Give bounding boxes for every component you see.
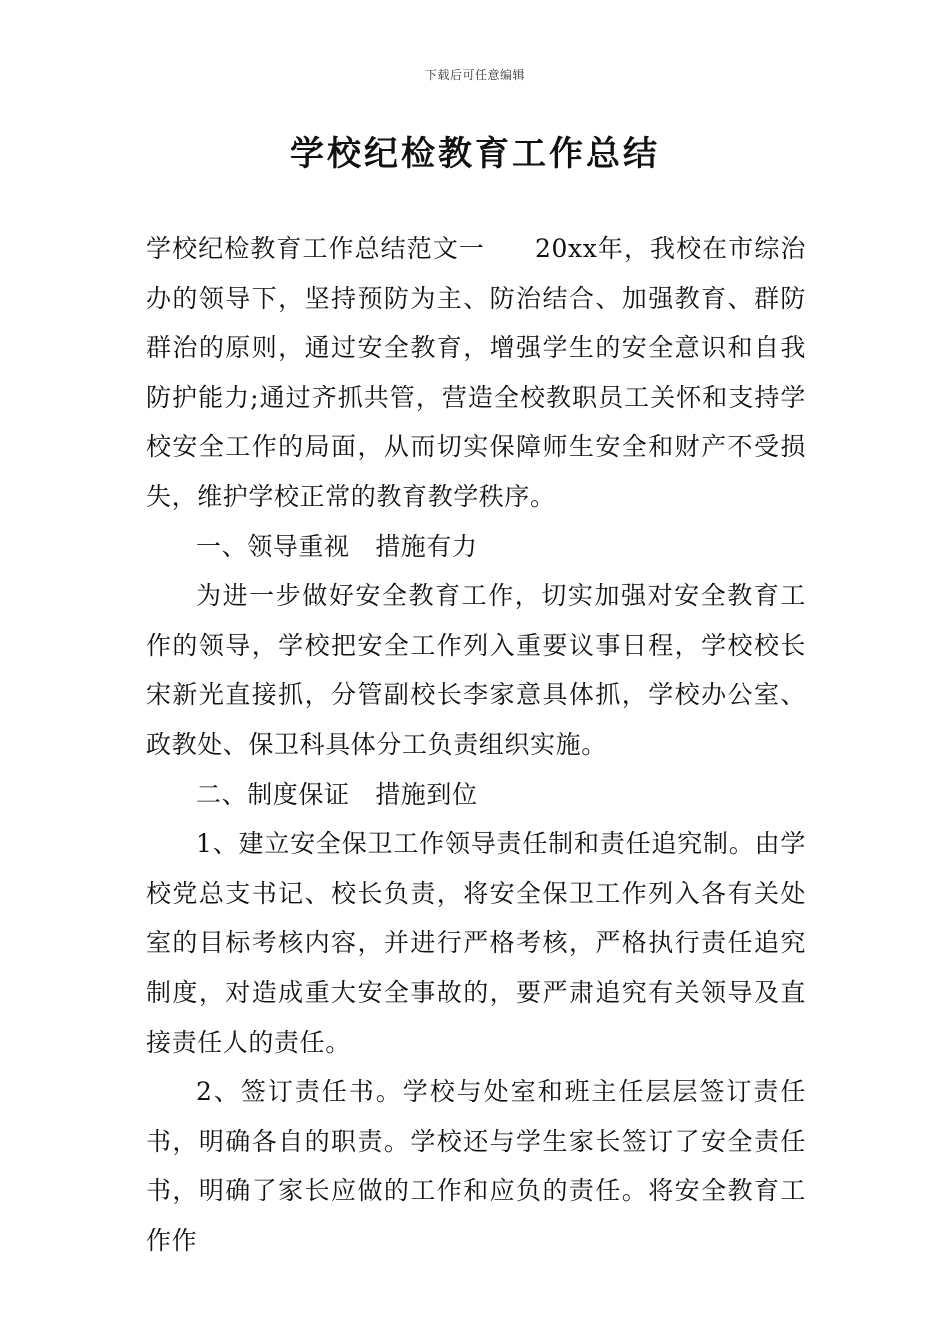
section-heading-1: 一、领导重视 措施有力 <box>196 531 478 561</box>
intro-text: 20xx年，我校在市综治办的领导下，坚持预防为主、防治结合、加强教育、群防群治的原则，通过安全教育，增强学生的安全意识和自我防护能力;通过齐抓共管，营造全校教职员工关怀和支持学校安全工作的局面，从而切实保障师生安全和财产不受损失，维护学校正常的教育教学秩序。 <box>146 234 806 511</box>
intro-label: 学校纪检教育工作总结范文一 <box>146 234 485 263</box>
section-heading-2: 二、制度保证 措施到位 <box>196 779 478 809</box>
header-note: 下载后可任意编辑 <box>424 68 525 82</box>
body-paragraph-3: 2、签订责任书。学校与处室和班主任层层签订责任书，明确各自的职责。学校还与学生家长签订了安全责任书，明确了家长应做的工作和应负的责任。将安全教育工作作 <box>146 1077 806 1255</box>
document-body <box>146 224 806 1265</box>
intro-paragraph <box>146 224 806 522</box>
body-paragraph-2: 1、建立安全保卫工作领导责任制和责任追究制。由学校党总支书记、校长负责，将安全保卫工作列入各有关处室的目标考核内容，并进行严格考核，严格执行责任追究制度，对造成重大安全事故的，要严肃追究有关领导及直接责任人的责任。 <box>146 829 806 1057</box>
document-title: 学校纪检教育工作总结 <box>290 134 660 174</box>
body-paragraph-1: 为进一步做好安全教育工作，切实加强对安全教育工作的领导，学校把安全工作列入重要议事日程，学校校长宋新光直接抓，分管副校长李家意具体抓，学校办公室、政教处、保卫科具体分工负责组织实施。 <box>146 581 806 759</box>
